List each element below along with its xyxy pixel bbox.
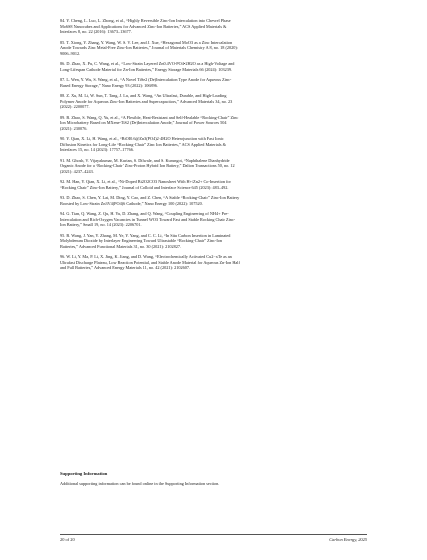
reference-entry: 89. B. Zhao, S. Wang, Q. Yu, et al., “A Flexible, Heat-Resistant and Self-Healable “Rocking-Chair” Zinc Ion Microbattery Based on MXene-TiS2 (De)Intercalation Anode,” Journal of Power Sources 504 (2021): 230076. bbox=[60, 114, 239, 131]
reference-entry: 96. W. Li, Y. Ma, P. Li, X. Jing, K. Jiang, and D. Wang, “Electrochemically Activated Cu2−xTe as an Ultrafast Discharge Plateau, Low Reaction Potential, and Stable Anode Material for Aqueous Zn-Ion Half and Full Batteries,” Advanced Energy Materials 11, no. 42 (2021): 2102607. bbox=[60, 254, 240, 271]
reference-entry: 93. D. Zhao, S. Chen, Y. Lai, M. Ding, Y. Cao, and Z. Chen, “A Stable “Rocking-Chair” Zinc-Ion Battery Boosted by Low-Strain Zn3V4(PO4)6 Cathode,” Nano Energy 100 (2022): 107520. bbox=[60, 195, 240, 206]
reference-entry: 95. B. Wang, J. Yan, Y. Zhang, M. Ye, Y. Yang, and C. C. Li, “In Situ Carbon Insertion in Laminated Molybdenum Dioxide by Interlayer Engineering Toward Ultrastable “Rocking-Chair” Zinc-Ion Batteries,” Advanced Functional Materials 31, no. 30 (2021): 2102827. bbox=[60, 232, 231, 249]
reference-entry: 90. Y. Qian, X. Li, H. Wang, et al., “BiOI0.6@Zn3(PO4)2·4H2O Heterojunction with Fast Ionic Diffusion Kinetics for Long-Life “Rocking-Chair” Zinc Ion Batteries,” ACS Applied Materials & Interfaces 15, no. 14 (2023): 17757–17766. bbox=[60, 136, 226, 153]
reference-entry: 87. L. Wen, Y. Wu, S. Wang, et al., “A Novel TiSe2 (De)Intercalation Type Anode for Aqueous Zinc-Based Energy Storage,” Nano Energy 93 (2022): 106896. bbox=[60, 77, 232, 88]
reference-list bbox=[60, 18, 240, 276]
supporting-information-text: Additional supporting information can be found online in the Supporting Information section. bbox=[60, 481, 220, 486]
reference-entry: 85. T. Xiong, Y. Zhang, Y. Wang, W. S. V. Lee, and J. Xue, “Hexagonal MoO3 as a Zinc Intercalation Anode Towards Zinc Metal-Free Zinc-Ion Batteries,” Journal of Materials Chemistry A 8, no. 18 (2020): 9006–9012. bbox=[60, 39, 238, 56]
reference-entry: 84. Y. Cheng, L. Luo, L. Zhong, et al., “Highly Reversible Zinc-Ion Intercalation into Chevrel Phase Mo6S8 Nanocubes and Applications for Advanced Zinc-Ion Batteries,” ACS Applied Materials & Interfaces 8, no. 22 (2016): 13673–13677. bbox=[60, 18, 231, 35]
supporting-information-heading: Supporting Information bbox=[60, 471, 108, 476]
page-number: 20 of 20 bbox=[60, 537, 75, 542]
reference-entry: 88. Z. Xu, M. Li, W. Sun, T. Tang, J. Lu, and X. Wang, “An Ultrafast, Durable, and High-Loading Polymer Anode for Aqueous Zinc-Ion Batteries and Supercapacitors,” Advanced Materials 34, no. 23 (2022): 2200077. bbox=[60, 93, 233, 110]
reference-entry: 94. G. Tian, Q. Wang, Z. Qu, H. Yu, D. Zhang, and Q. Wang, “Coupling Engineering of NH4+ Pre-Intercalation and Rich-Oxygen Vacancies in Tunnel WO3 Toward Fast and Stable Rocking Chair Zinc-Ion Battery,” Small 19, no. 14 (2023): 2206701. bbox=[60, 211, 236, 228]
reference-entry: 91. M. Ghosh, V. Vijayakumar, M. Kurian, S. Dilwale, and S. Kurungot, “Naphthalene Dianhydride Organic Anode for a ‘Rocking-Chair’ Zinc-Proton Hybrid Ion Battery,” Dalton Transactions 50, no. 12 (2021): 4237–4243. bbox=[60, 157, 235, 174]
journal-name: Carbon Energy, 2025 bbox=[329, 537, 367, 542]
reference-entry: 92. M. Han, Y. Qian, X. Li, et al., “Ni-Doped Bi2O2CO3 Nanosheet With H+/Zn2+ Co-Insertion for “Rocking Chair” Zinc-Ion Battery,” Journal of Colloid and Interface Science 645 (2023): 483–492. bbox=[60, 179, 231, 190]
page-footer bbox=[60, 534, 367, 543]
reference-entry: 86. D. Zhao, X. Pu, C. Wang, et al., “Low-Strain Layered Zn0.4VO-PO4•2H2O as a High-Voltage and Long-Lifespan Cathode Material for Zn-Ion Batteries,” Energy Storage Materials 66 (2024): 103239. bbox=[60, 61, 235, 72]
